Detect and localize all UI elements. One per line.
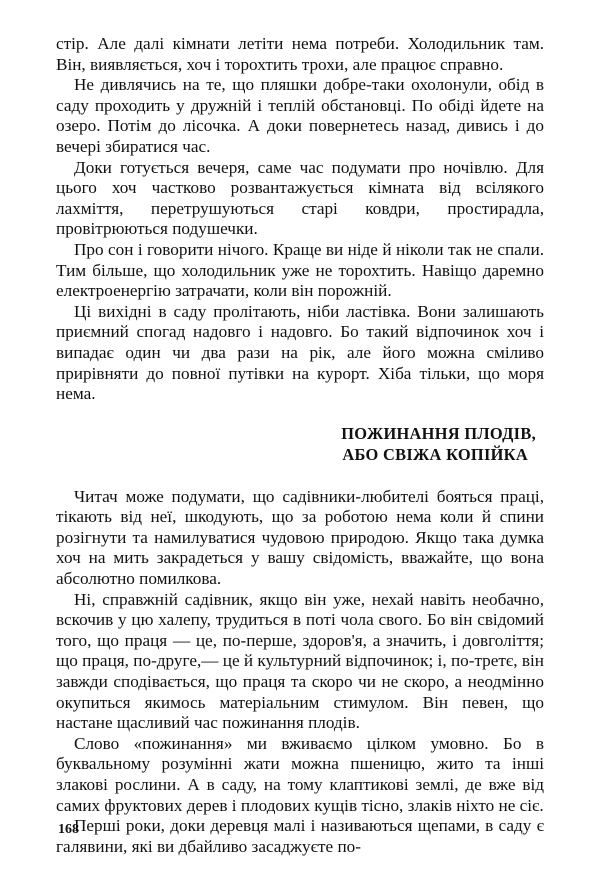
paragraph: Ні, справжній садівник, якщо він уже, нехай навіть необачно, вскочив у цю халепу, трудиться в поті чола свого. Бо він свідомий того, що праця — це, по-перше, здоров'я, а значить, і довголіття; що праця, по-друге,— це й культурний відпочинок; і, по-третє, він завжди сподівається, що праця та скоро чи не скоро, а неодмінно окупиться якимось матеріальним стимулом. Він певен, що настане щасливий час пожинання плодів. [56, 589, 544, 733]
paragraph: Не дивлячись на те, що пляшки добре-таки охолонули, обід в саду проходить у дружній і теплій обстановці. По обіді йдете на озеро. Потім до лісочка. А доки повернетесь назад, дивись і до вечері збиратися час. [56, 75, 544, 156]
section-heading [56, 423, 544, 465]
paragraph: Доки готується вечеря, саме час подумати про ночівлю. Для цього хоч частково розвантажується кімната від всілякого лахміття, перетрушуються старі ковдри, простирадла, провітрюються подушечки. [56, 157, 544, 239]
section-heading-line-2: АБО СВІЖА КОПІЙКА [342, 444, 528, 464]
paragraph: Слово «пожинання» ми вживаємо цілком умовно. Бо в буквальному розумінні жати можна пшеницю, жито та інші злакові рослини. А в саду, на тому клаптикові землі, де вже від самих фруктових дерев і плодових кущів тісно, злаків ніхто не сіє. [56, 733, 544, 815]
section-heading-line-1: ПОЖИНАННЯ ПЛОДІВ, [341, 423, 536, 443]
paragraph: Ці вихідні в саду пролітають, ніби ластівка. Вони залишають приємний спогад надовго і надовго. Бо такий відпочинок хоч і випадає один чи два рази на рік, але його можна сміливо прирівняти до повної путівки на курорт. Хіба тільки, що моря нема. [56, 301, 544, 404]
paragraph: Про сон і говорити нічого. Краще ви ніде й ніколи так не спали. Тим більше, що холодильник уже не торохтить. Навіщо даремно електроенергію затрачати, коли він порожній. [56, 239, 544, 301]
paragraph: Перші роки, доки деревця малі і називаються щепами, в саду є галявини, які ви дбайливо засаджуєте по- [56, 816, 544, 856]
paragraph: стір. Але далі кімнати летіти нема потреби. Холодильник там. Він, виявляється, хоч і торохтить трохи, але працює справно. [56, 34, 544, 74]
page-number: 168 [58, 822, 79, 837]
paragraph: Читач може подумати, що садівники-любителі бояться праці, тікають від неї, шкодують, що за роботою нема коли й спини розігнути та намилуватися чудовою природою. Якщо така думка хоч на мить закрадеться у вашу свідомість, вважайте, що вона абсолютно помилкова. [56, 486, 544, 589]
page-body [56, 34, 544, 857]
